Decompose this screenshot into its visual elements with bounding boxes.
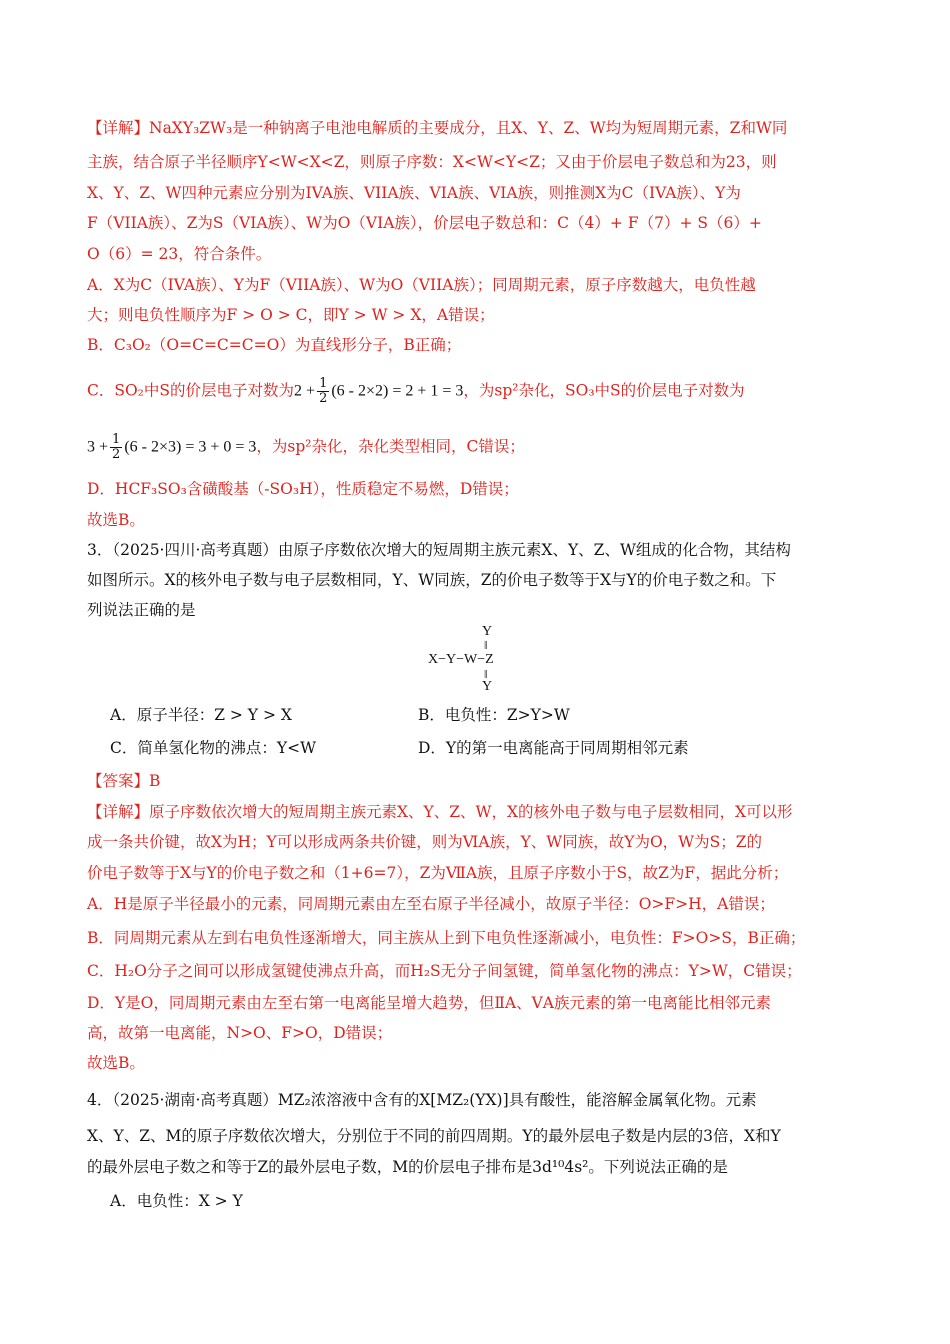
formula-part: 3 + — [87, 438, 109, 456]
conclusion: 故选B。 — [87, 511, 145, 529]
option-d-analysis: D．HCF₃SO₃含磺酸基（-SO₃H），性质稳定不易燃，D错误； — [87, 480, 519, 498]
option-b: B．电负性：Z>Y>W — [418, 706, 570, 724]
conclusion: 故选B。 — [87, 1054, 145, 1072]
question-stem: 列说法正确的是 — [87, 601, 196, 619]
text: ，为sp²杂化，杂化类型相同，C错误； — [256, 437, 525, 456]
double-bond: ‖ — [484, 667, 488, 681]
formula-part: 2 + — [294, 382, 316, 400]
option-a-analysis: 大；则电负性顺序为F > O > C，即Y > W > X，A错误； — [87, 306, 495, 324]
detail-line: 【详解】原子序数依次增大的短周期主族元素X、Y、Z、W，X的核外电子数与电子层数相同，X可以形 — [87, 803, 793, 821]
question-stem: 如图所示。X的核外电子数与电子层数相同，Y、W同族，Z的价电子数等于X与Y的价电子数之和。下 — [87, 571, 777, 589]
question-stem: X、Y、Z、M的原子序数依次增大，分别位于不同的前四周期。Y的最外层电子数是内层的3倍，X和Y — [87, 1127, 781, 1145]
text: C．SO₂中S的价层电子对数为 — [87, 381, 295, 400]
option-d-analysis: 高，故第一电离能，N>O、F>O，D错误； — [87, 1024, 393, 1042]
option-c-analysis-line2 — [87, 433, 525, 462]
option-b-analysis: B．C₃O₂（O=C=C=C=O）为直线形分子，B正确； — [87, 336, 462, 354]
answer: 【答案】B — [87, 772, 161, 790]
fraction-numerator: 1 — [112, 432, 121, 447]
fraction-denominator: 2 — [112, 447, 121, 462]
structure-bottom-atom: Y — [482, 679, 493, 694]
fraction-denominator: 2 — [319, 391, 328, 406]
double-bond: ‖ — [484, 638, 488, 652]
option-a: A．原子半径：Z > Y > X — [110, 706, 292, 724]
detail-line: O（6）= 23，符合条件。 — [87, 245, 272, 263]
option-c-analysis-line1 — [87, 377, 745, 406]
fraction-numerator: 1 — [319, 376, 328, 391]
question-stem: 的最外层电子数之和等于Z的最外层电子数，M的价层电子排布是3d¹⁰4s²。下列说法正确的是 — [87, 1158, 728, 1176]
option-c-analysis: C．H₂O分子之间可以形成氢键使沸点升高，而H₂S无分子间氢键，简单氢化物的沸点：Y>W，C错误； — [87, 962, 802, 980]
detail-line: F（VIIA族）、Z为S（VIA族）、W为O（VIA族），价层电子数总和：C（4）+ F（7）+ S（6）+ — [87, 214, 762, 232]
detail-line: 价电子数等于X与Y的价电子数之和（1+6=7），Z为ⅦA族，且原子序数小于S，故Z为F，据此分析； — [87, 864, 789, 882]
text: ，为sp²杂化，SO₃中S的价层电子对数为 — [463, 381, 745, 400]
option-d-analysis: D．Y是O，同周期元素由左至右第一电离能呈增大趋势，但ⅡA、ⅤA族元素的第一电离能比相邻元素 — [87, 994, 771, 1012]
option-a-analysis: A．X为C（IVA族）、Y为F（VIIA族）、W为O（VIIA族）；同周期元素，原子序数越大，电负性越 — [87, 276, 756, 294]
option-c: C．简单氢化物的沸点：Y<W — [110, 739, 317, 757]
fraction — [317, 377, 329, 406]
structure-top-atom: Y — [482, 624, 493, 639]
detail-line: X、Y、Z、W四种元素应分别为IVA族、VIIA族、VIA族、VIA族，则推测X为C（IVA族）、Y为 — [87, 184, 741, 202]
detail-line: 【详解】NaXY₃ZW₃是一种钠离子电池电解质的主要成分，且X、Y、Z、W均为短周期元素，Z和W同 — [87, 119, 788, 137]
formula-part: (6 - 2×3) = 3 + 0 = 3 — [124, 438, 257, 456]
formula-part: (6 - 2×2) = 2 + 1 = 3 — [331, 382, 464, 400]
fraction — [110, 433, 122, 462]
detail-line: 成一条共价键，故X为H；Y可以形成两条共价键，则为ⅥA族，Y、W同族，故Y为O，W为S；Z的 — [87, 833, 762, 851]
option-b-analysis: B．同周期元素从左到右电负性逐渐增大，同主族从上到下电负性逐渐减小，电负性：F>O>S，B正确； — [87, 929, 806, 947]
molecular-structure — [428, 625, 528, 695]
option-d: D．Y的第一电离能高于同周期相邻元素 — [418, 739, 689, 757]
option-a-analysis: A．H是原子半径最小的元素，同周期元素由左至右原子半径减小，故原子半径：O>F>H，A错误； — [87, 895, 775, 913]
question-stem: 4．（2025·湖南·高考真题）MZ₂浓溶液中含有的X[MZ₂(YX)]具有酸性，能溶解金属氧化物。元素 — [87, 1091, 757, 1109]
detail-line: 主族，结合原子半径顺序Y<W<X<Z，则原子序数：X<W<Y<Z；又由于价层电子数总和为23，则 — [87, 153, 777, 171]
option-a: A．电负性：X > Y — [110, 1192, 243, 1210]
structure-chain: X−Y−W−Z — [428, 652, 494, 667]
question-stem: 3．（2025·四川·高考真题）由原子序数依次增大的短周期主族元素X、Y、Z、W组成的化合物，其结构 — [87, 541, 791, 559]
